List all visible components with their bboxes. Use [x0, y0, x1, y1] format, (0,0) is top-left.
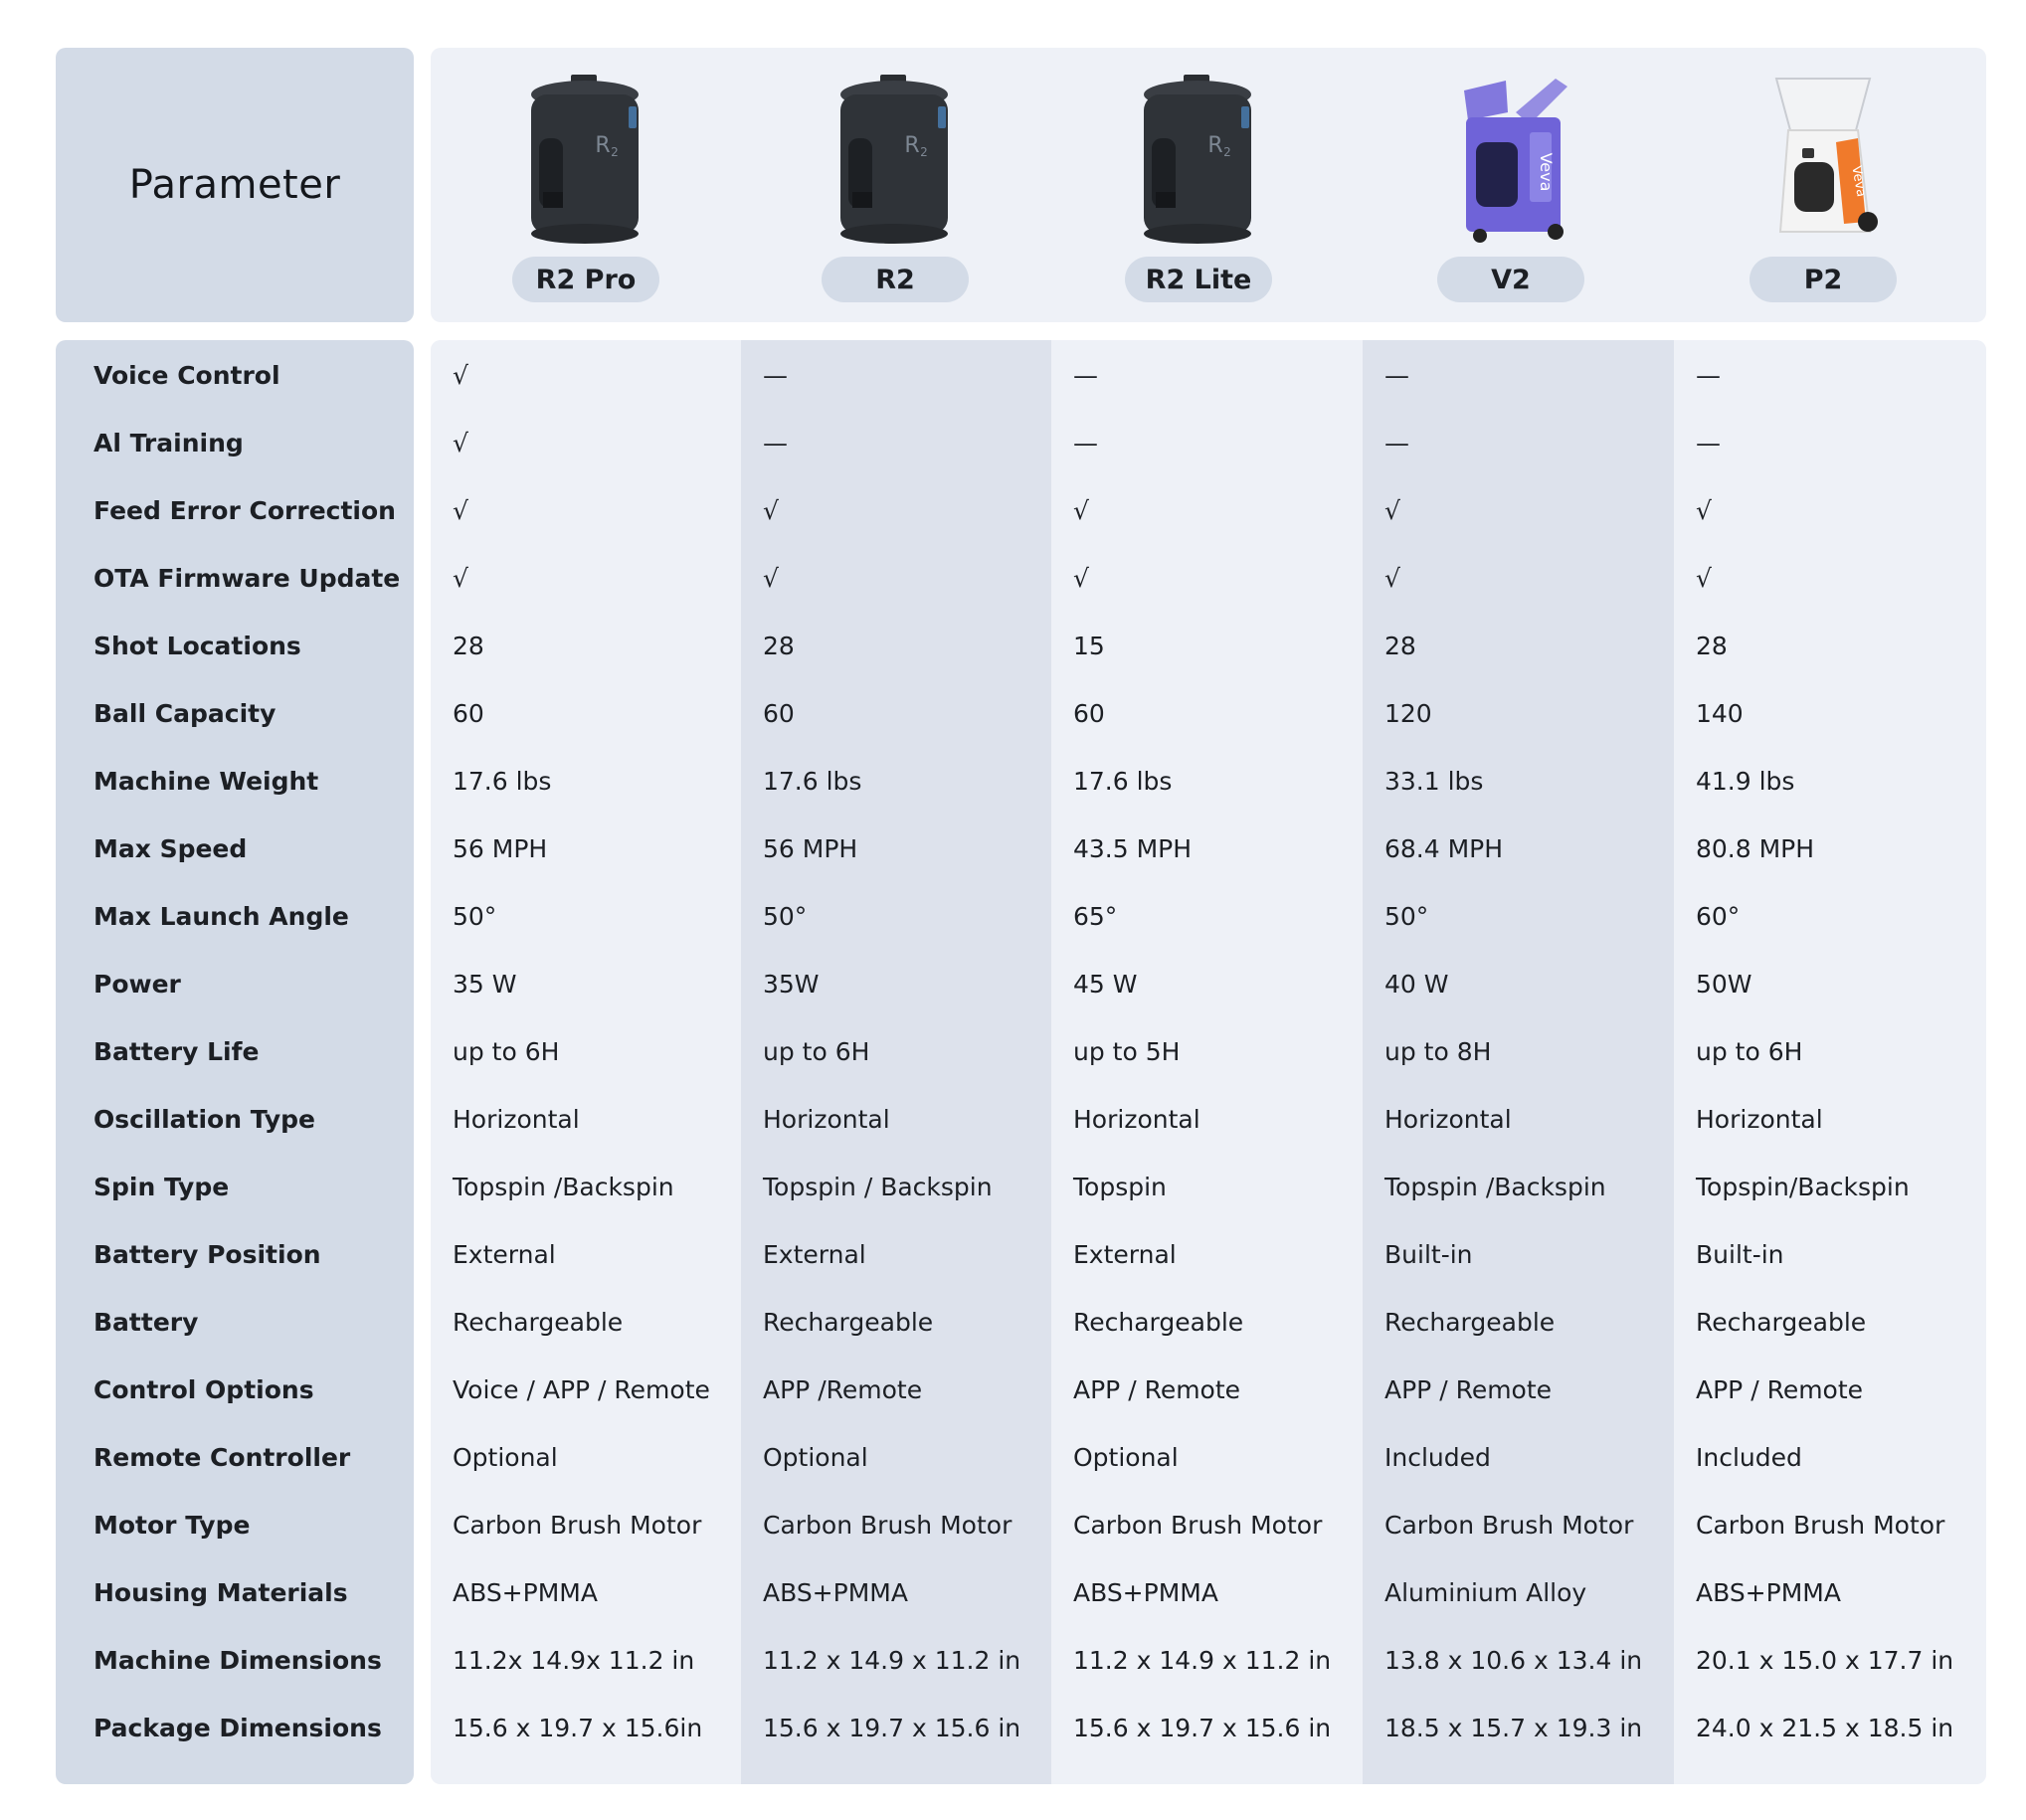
table-cell: 28	[763, 631, 795, 660]
table-cell: Topspin/Backspin	[1696, 1172, 1910, 1201]
table-cell: External	[1073, 1239, 1177, 1269]
svg-text:R: R	[904, 133, 920, 158]
table-cell: Optional	[763, 1442, 868, 1472]
row-label: Max Launch Angle	[93, 901, 349, 931]
table-cell: —	[763, 360, 788, 390]
table-cell: 15.6 x 19.7 x 15.6in	[453, 1713, 703, 1742]
svg-text:R: R	[595, 133, 611, 158]
product-name-badge: R2 Lite	[1125, 257, 1272, 302]
table-cell: up to 5H	[1073, 1036, 1181, 1066]
product-column-v2	[1356, 48, 1666, 322]
table-cell: —	[1696, 360, 1721, 390]
table-cell: 11.2 x 14.9 x 11.2 in	[763, 1645, 1021, 1675]
svg-text:Veva: Veva	[1848, 164, 1869, 199]
table-cell: 41.9 lbs	[1696, 766, 1795, 796]
table-cell: up to 6H	[453, 1036, 560, 1066]
table-cell: 15.6 x 19.7 x 15.6 in	[1073, 1713, 1332, 1742]
product-column-r2-lite	[1043, 48, 1354, 322]
row-label: Remote Controller	[93, 1442, 351, 1472]
table-cell: Rechargeable	[1073, 1307, 1244, 1337]
table-cell: √	[1696, 563, 1712, 593]
table-cell: 17.6 lbs	[453, 766, 552, 796]
r2-pro-machine-image	[511, 68, 660, 247]
table-cell: Rechargeable	[1384, 1307, 1556, 1337]
product-name-badge: V2	[1437, 257, 1584, 302]
svg-text:Veva: Veva	[1537, 152, 1556, 192]
table-cell: 13.8 x 10.6 x 13.4 in	[1384, 1645, 1643, 1675]
table-cell: 140	[1696, 698, 1744, 728]
table-cell: 28	[1696, 631, 1728, 660]
table-cell: Carbon Brush Motor	[1696, 1510, 1945, 1540]
table-cell: 35W	[763, 969, 820, 999]
table-cell: External	[453, 1239, 556, 1269]
table-cell: √	[453, 360, 468, 390]
table-cell: √	[453, 428, 468, 457]
table-cell: √	[763, 563, 779, 593]
table-cell: 40 W	[1384, 969, 1449, 999]
product-column-p2	[1668, 48, 1978, 322]
table-cell: 45 W	[1073, 969, 1138, 999]
row-label: Voice Control	[93, 360, 280, 390]
table-cell: 50W	[1696, 969, 1752, 999]
product-column-r2	[740, 48, 1050, 322]
table-cell: up to 8H	[1384, 1036, 1492, 1066]
table-cell: 17.6 lbs	[1073, 766, 1173, 796]
svg-text:2: 2	[1223, 145, 1231, 159]
table-cell: ABS+PMMA	[1696, 1577, 1841, 1607]
table-cell: 60	[1073, 698, 1105, 728]
table-cell: APP / Remote	[1696, 1374, 1864, 1404]
table-cell: Rechargeable	[453, 1307, 624, 1337]
table-cell: 20.1 x 15.0 x 17.7 in	[1696, 1645, 1954, 1675]
table-cell: —	[763, 428, 788, 457]
table-cell: √	[453, 563, 468, 593]
row-label: Machine Dimensions	[93, 1645, 382, 1675]
row-label: Spin Type	[93, 1172, 230, 1201]
table-cell: 15.6 x 19.7 x 15.6 in	[763, 1713, 1021, 1742]
table-cell: 56 MPH	[453, 833, 548, 863]
row-label: Package Dimensions	[93, 1713, 382, 1742]
table-cell: External	[763, 1239, 866, 1269]
table-cell: up to 6H	[1696, 1036, 1803, 1066]
row-label: Housing Materials	[93, 1577, 348, 1607]
table-cell: 28	[1384, 631, 1416, 660]
table-cell: 24.0 x 21.5 x 18.5 in	[1696, 1713, 1954, 1742]
table-cell: 43.5 MPH	[1073, 833, 1193, 863]
table-cell: Topspin /Backspin	[1384, 1172, 1606, 1201]
table-cell: Horizontal	[453, 1104, 580, 1134]
table-cell: 33.1 lbs	[1384, 766, 1484, 796]
row-label: Battery Life	[93, 1036, 260, 1066]
table-cell: —	[1384, 360, 1409, 390]
table-cell: 65°	[1073, 901, 1118, 931]
table-cell: 80.8 MPH	[1696, 833, 1815, 863]
table-cell: 11.2 x 14.9 x 11.2 in	[1073, 1645, 1332, 1675]
table-cell: √	[1073, 495, 1089, 525]
r2-lite-machine-image	[1124, 68, 1273, 247]
table-cell: 60	[763, 698, 795, 728]
svg-text:R: R	[1207, 133, 1223, 158]
table-cell: 68.4 MPH	[1384, 833, 1504, 863]
table-cell: —	[1696, 428, 1721, 457]
table-cell: APP / Remote	[1384, 1374, 1553, 1404]
parameter-label-column	[56, 340, 414, 1784]
parameter-header	[56, 48, 414, 322]
table-cell: ABS+PMMA	[763, 1577, 908, 1607]
row-label: Ball Capacity	[93, 698, 276, 728]
p2-machine-image	[1749, 68, 1898, 247]
table-cell: Built-in	[1384, 1239, 1473, 1269]
table-cell: Horizontal	[1384, 1104, 1512, 1134]
row-label: Power	[93, 969, 181, 999]
v2-machine-image	[1436, 68, 1585, 247]
table-cell: Topspin /Backspin	[453, 1172, 674, 1201]
table-cell: 50°	[763, 901, 808, 931]
table-cell: —	[1073, 428, 1098, 457]
table-cell: Topspin	[1073, 1172, 1167, 1201]
product-header	[431, 48, 1986, 322]
table-cell: ABS+PMMA	[1073, 1577, 1218, 1607]
table-cell: Rechargeable	[1696, 1307, 1867, 1337]
product-name-badge: P2	[1750, 257, 1897, 302]
row-label: Battery	[93, 1307, 199, 1337]
table-cell: 56 MPH	[763, 833, 858, 863]
row-label: OTA Firmware Update	[93, 563, 401, 593]
row-label: Al Training	[93, 428, 244, 457]
table-cell: Horizontal	[1073, 1104, 1200, 1134]
table-cell: Horizontal	[1696, 1104, 1823, 1134]
row-label: Control Options	[93, 1374, 314, 1404]
table-cell: √	[453, 495, 468, 525]
svg-text:2: 2	[611, 145, 619, 159]
table-cell: Carbon Brush Motor	[763, 1510, 1013, 1540]
table-cell: 17.6 lbs	[763, 766, 862, 796]
product-name-badge: R2	[822, 257, 969, 302]
product-name-badge: R2 Pro	[512, 257, 659, 302]
row-label: Battery Position	[93, 1239, 321, 1269]
table-cell: Included	[1696, 1442, 1802, 1472]
table-cell: √	[1384, 563, 1400, 593]
table-cell: √	[1696, 495, 1712, 525]
product-column-r2-pro	[431, 48, 741, 322]
table-cell: Optional	[1073, 1442, 1179, 1472]
table-cell: √	[763, 495, 779, 525]
row-label: Shot Locations	[93, 631, 301, 660]
table-cell: APP / Remote	[1073, 1374, 1241, 1404]
table-cell: 35 W	[453, 969, 517, 999]
table-cell: 11.2x 14.9x 11.2 in	[453, 1645, 695, 1675]
table-cell: APP /Remote	[763, 1374, 923, 1404]
table-cell: ABS+PMMA	[453, 1577, 598, 1607]
row-label: Motor Type	[93, 1510, 251, 1540]
table-cell: √	[1384, 495, 1400, 525]
table-cell: Optional	[453, 1442, 558, 1472]
table-cell: Carbon Brush Motor	[1384, 1510, 1634, 1540]
row-label: Machine Weight	[93, 766, 319, 796]
table-cell: 28	[453, 631, 484, 660]
table-cell: Topspin / Backspin	[763, 1172, 993, 1201]
table-cell: Carbon Brush Motor	[1073, 1510, 1323, 1540]
table-cell: Aluminium Alloy	[1384, 1577, 1587, 1607]
table-cell: 120	[1384, 698, 1432, 728]
table-cell: Voice / APP / Remote	[453, 1374, 710, 1404]
r2-machine-image	[821, 68, 970, 247]
svg-text:2: 2	[920, 145, 928, 159]
table-cell: 50°	[453, 901, 497, 931]
parameter-title: Parameter	[128, 162, 341, 208]
table-cell: √	[1073, 563, 1089, 593]
table-cell: —	[1073, 360, 1098, 390]
row-label: Feed Error Correction	[93, 495, 396, 525]
table-cell: 50°	[1384, 901, 1429, 931]
table-cell: 60	[453, 698, 484, 728]
table-cell: Rechargeable	[763, 1307, 934, 1337]
table-cell: 18.5 x 15.7 x 19.3 in	[1384, 1713, 1643, 1742]
table-cell: Horizontal	[763, 1104, 890, 1134]
table-cell: 15	[1073, 631, 1105, 660]
table-cell: 60°	[1696, 901, 1741, 931]
row-label: Oscillation Type	[93, 1104, 315, 1134]
table-cell: —	[1384, 428, 1409, 457]
table-cell: up to 6H	[763, 1036, 870, 1066]
table-cell: Carbon Brush Motor	[453, 1510, 702, 1540]
table-cell: Included	[1384, 1442, 1491, 1472]
spec-table	[431, 340, 1986, 1784]
table-cell: Built-in	[1696, 1239, 1784, 1269]
row-label: Max Speed	[93, 833, 248, 863]
